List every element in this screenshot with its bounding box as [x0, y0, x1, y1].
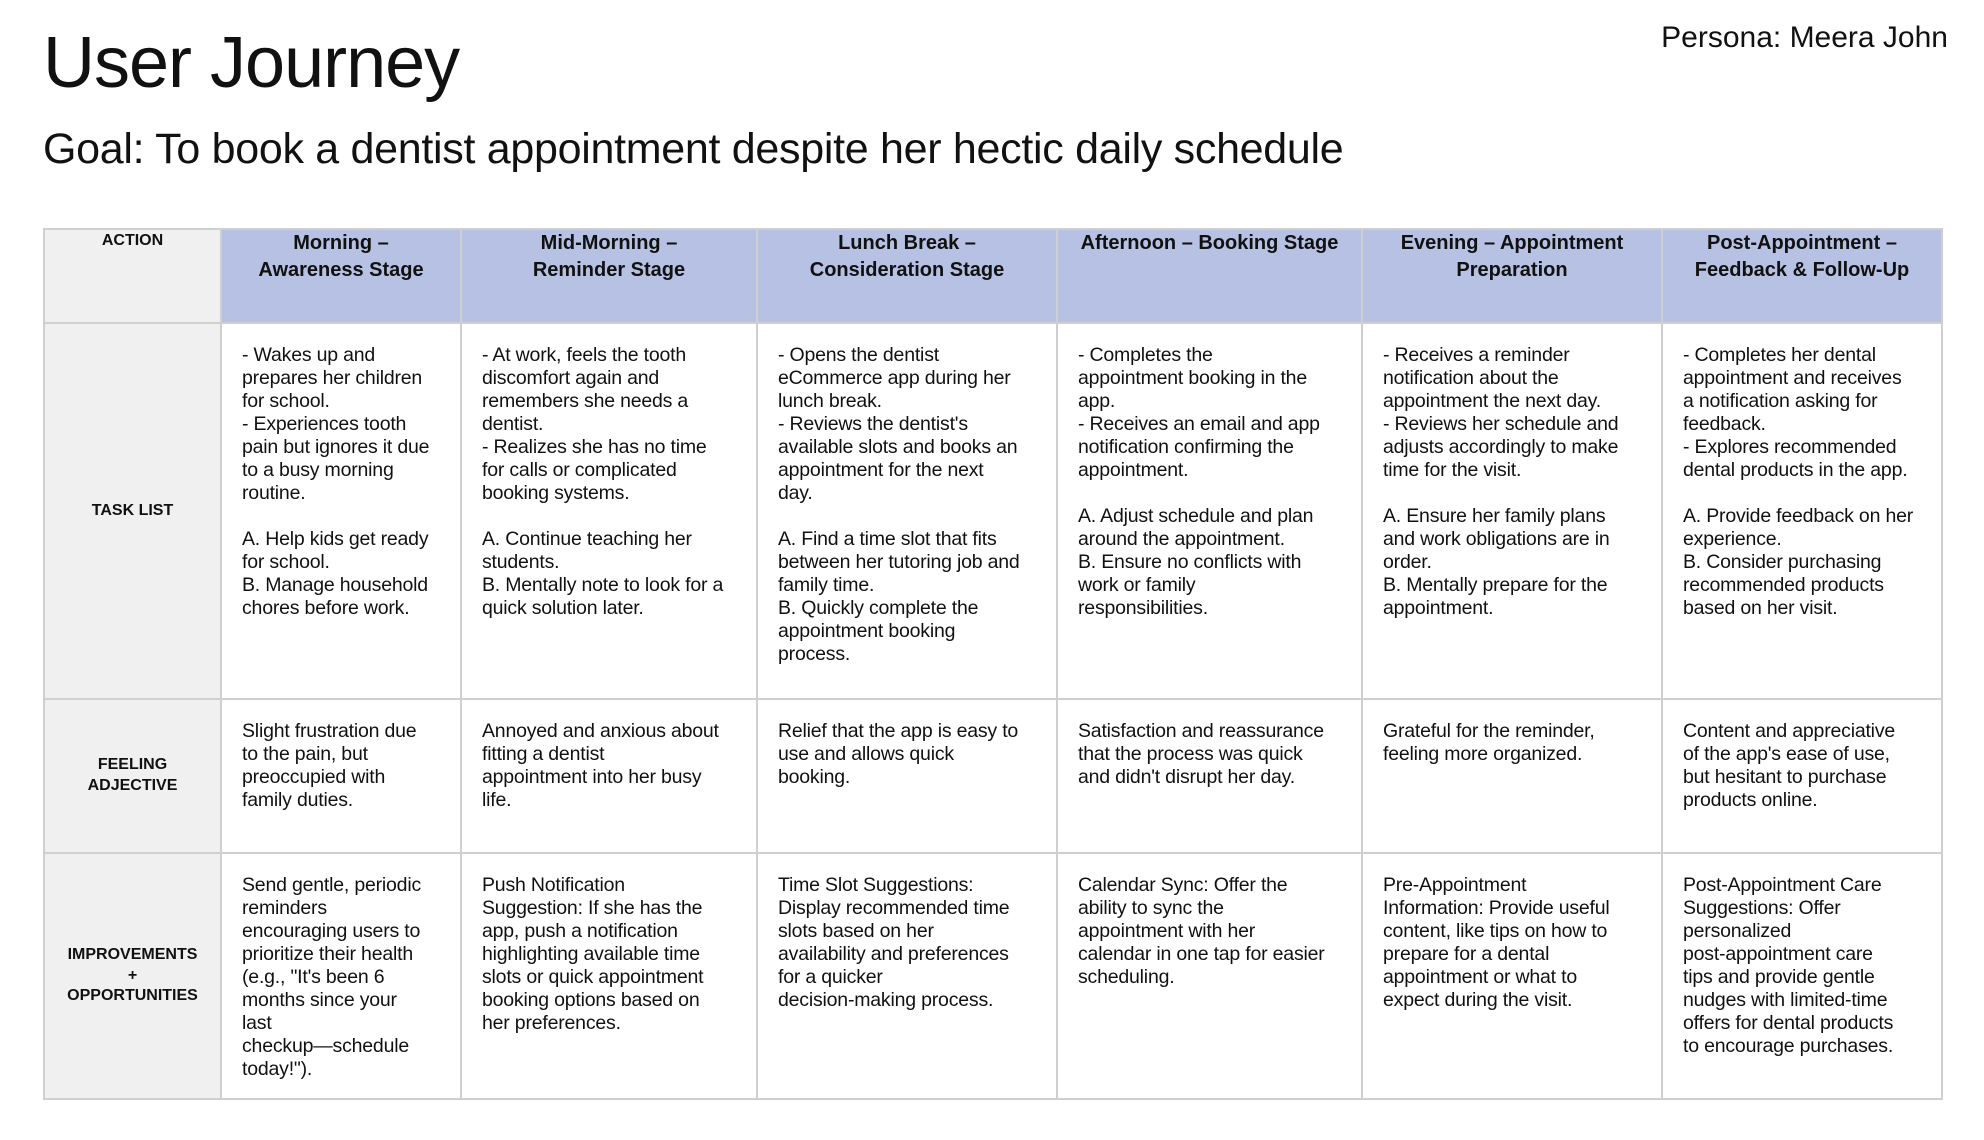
table-cell: Calendar Sync: Offer the ability to sync the appointment with her calendar in one tap for easier scheduling. [1057, 853, 1362, 1099]
table-cell: Push Notification Suggestion: If she has the app, push a notification highlighting available time slots or quick appointment booking options based on her preferences. [461, 853, 757, 1099]
header-row [44, 229, 1942, 323]
improvements-row [44, 853, 1942, 1099]
table-cell: - Receives a reminder notification about the appointment the next day. - Reviews her schedule and adjusts accordingly to make time for the visit. A. Ensure her family plans and work obligations are in order. B. Mentally prepare for the appointment. [1362, 323, 1662, 699]
table-cell: Annoyed and anxious about fitting a dentist appointment into her busy life. [461, 699, 757, 853]
task-list-row [44, 323, 1942, 699]
row-label-task-list: TASK LIST [44, 323, 221, 699]
journey-table [43, 228, 1943, 1100]
table-cell: - Completes her dental appointment and receives a notification asking for feedback. - Explores recommended dental products in the app. A. Provide feedback on her experience. B. Consider purchasing recommended products based on her visit. [1662, 323, 1942, 699]
feeling-row [44, 699, 1942, 853]
stage-header-afternoon: Afternoon – Booking Stage [1057, 229, 1362, 323]
table-cell: Send gentle, periodic reminders encouraging users to prioritize their health (e.g., "It's been 6 months since your last checkup—schedule today!"). [221, 853, 461, 1099]
stage-header-evening: Evening – Appointment Preparation [1362, 229, 1662, 323]
table-cell: Slight frustration due to the pain, but preoccupied with family duties. [221, 699, 461, 853]
stage-header-post-appointment: Post-Appointment – Feedback & Follow-Up [1662, 229, 1942, 323]
row-label-feeling: FEELING ADJECTIVE [44, 699, 221, 853]
table-cell: Pre-Appointment Information: Provide useful content, like tips on how to prepare for a dental appointment or what to expect during the visit. [1362, 853, 1662, 1099]
table-cell: - At work, feels the tooth discomfort again and remembers she needs a dentist. - Realizes she has no time for calls or complicated booking systems. A. Continue teaching her students. B. Mentally note to look for a quick solution later. [461, 323, 757, 699]
table-cell: Grateful for the reminder, feeling more organized. [1362, 699, 1662, 853]
stage-header-morning: Morning – Awareness Stage [221, 229, 461, 323]
persona-label: Persona: Meera John [1661, 21, 1948, 54]
stage-header-mid-morning: Mid-Morning – Reminder Stage [461, 229, 757, 323]
goal-statement: Goal: To book a dentist appointment despite her hectic daily schedule [43, 125, 1344, 173]
page-title: User Journey [43, 23, 460, 103]
table-cell: - Completes the appointment booking in the app. - Receives an email and app notification confirming the appointment. A. Adjust schedule and plan around the appointment. B. Ensure no conflicts with work or family responsibilities. [1057, 323, 1362, 699]
table-cell: - Opens the dentist eCommerce app during her lunch break. - Reviews the dentist's available slots and books an appointment for the next day. A. Find a time slot that fits between her tutoring job and family time. B. Quickly complete the appointment booking process. [757, 323, 1057, 699]
table-cell: Time Slot Suggestions: Display recommended time slots based on her availability and preferences for a quicker decision-making process. [757, 853, 1057, 1099]
table-cell: - Wakes up and prepares her children for school. - Experiences tooth pain but ignores it due to a busy morning routine. A. Help kids get ready for school. B. Manage household chores before work. [221, 323, 461, 699]
table-cell: Post-Appointment Care Suggestions: Offer personalized post-appointment care tips and provide gentle nudges with limited-time offers for dental products to encourage purchases. [1662, 853, 1942, 1099]
action-header: ACTION [44, 229, 221, 323]
table-cell: Satisfaction and reassurance that the process was quick and didn't disrupt her day. [1057, 699, 1362, 853]
stage-header-lunch-break: Lunch Break – Consideration Stage [757, 229, 1057, 323]
table-cell: Relief that the app is easy to use and allows quick booking. [757, 699, 1057, 853]
row-label-improvements: IMPROVEMENTS + OPPORTUNITIES [44, 853, 221, 1099]
table-cell: Content and appreciative of the app's ease of use, but hesitant to purchase products online. [1662, 699, 1942, 853]
